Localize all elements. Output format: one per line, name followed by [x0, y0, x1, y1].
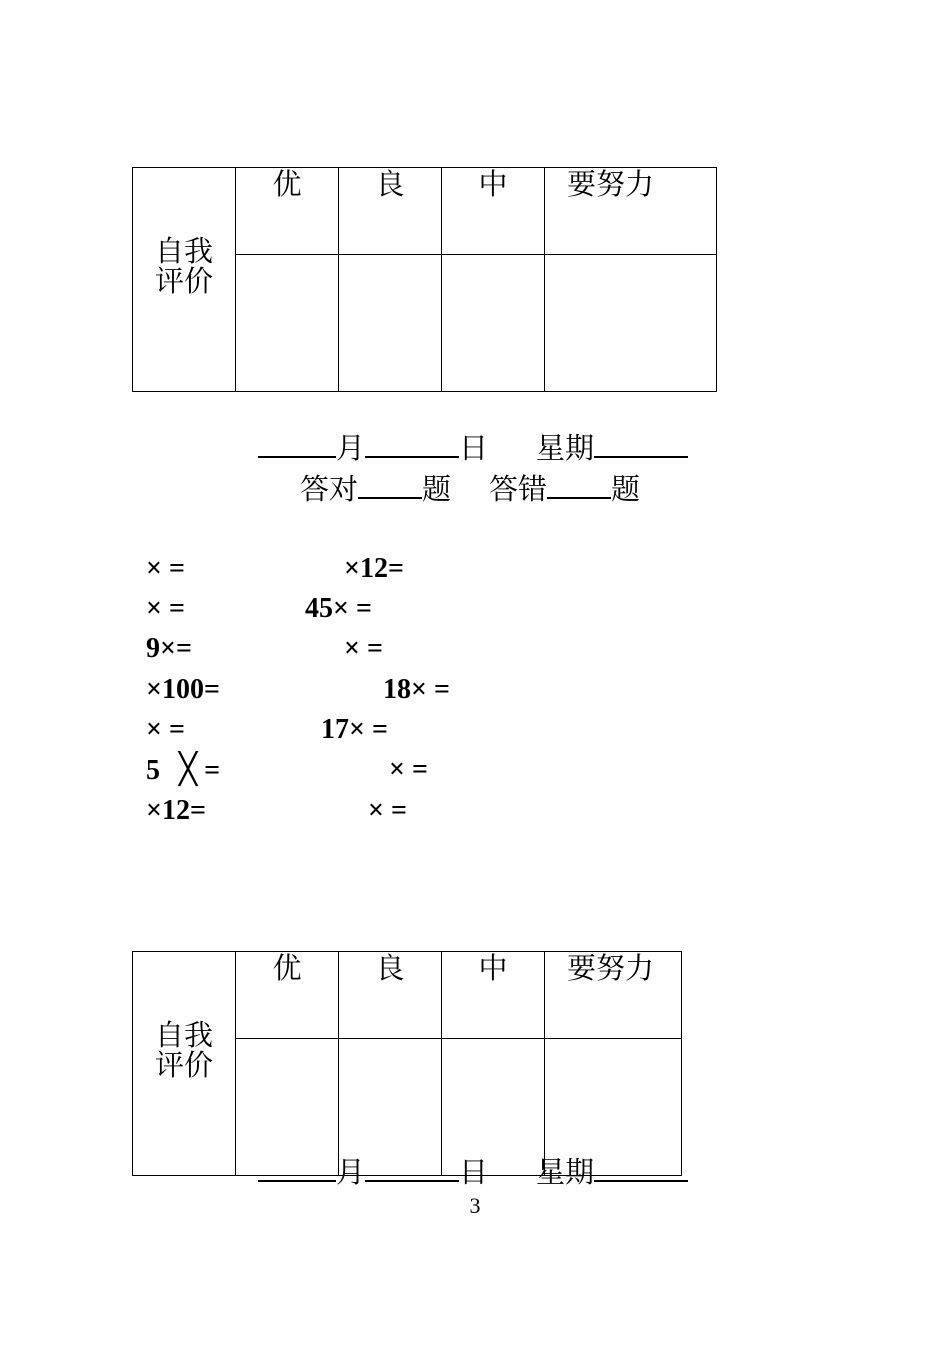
- wrong-unit: 题: [611, 472, 641, 506]
- weekday-label: 星期: [536, 431, 595, 465]
- mark-cell-excellent[interactable]: [236, 255, 339, 392]
- weekday-blank[interactable]: [594, 430, 688, 458]
- day-blank[interactable]: [365, 430, 459, 458]
- correct-unit: 题: [422, 472, 452, 506]
- mark-cell-needs-effort[interactable]: [545, 255, 717, 392]
- equation-5-left: × =: [146, 714, 185, 745]
- wrong-blank[interactable]: [547, 471, 611, 499]
- equation-6-left: [146, 754, 220, 787]
- page-number: 3: [469, 1193, 481, 1218]
- equation-5-right: 17× =: [321, 714, 388, 745]
- label-line-2: 评价: [154, 1047, 213, 1082]
- header-excellent: 优: [236, 168, 339, 255]
- day-label: 日: [459, 1155, 489, 1189]
- correct-blank[interactable]: [358, 471, 422, 499]
- header-needs-effort: 要努力: [545, 168, 717, 255]
- weekday-blank[interactable]: [594, 1154, 688, 1182]
- equation-1-left: × =: [146, 553, 185, 584]
- month-label: 月: [336, 1155, 366, 1189]
- equation-2-left: × =: [146, 593, 185, 624]
- correct-label: 答对: [300, 472, 359, 506]
- header-good: 良: [339, 952, 442, 1039]
- header-needs-effort: 要努力: [545, 952, 682, 1039]
- label-line-2: 评价: [154, 263, 213, 298]
- self-evaluation-label: [133, 168, 236, 392]
- date-line-2: [258, 1154, 688, 1189]
- mark-cell-average[interactable]: [442, 255, 545, 392]
- label-line-1: 自我: [154, 1017, 213, 1052]
- header-average: 中: [442, 952, 545, 1039]
- equation-6-number: 5: [146, 755, 160, 786]
- month-blank[interactable]: [258, 430, 336, 458]
- equation-4-right: 18× =: [383, 674, 450, 705]
- header-average: 中: [442, 168, 545, 255]
- equation-1-right: ×12=: [344, 553, 404, 584]
- equation-7-right: × =: [368, 795, 407, 826]
- day-label: 日: [459, 431, 489, 465]
- equation-3-right: × =: [344, 633, 383, 664]
- self-evaluation-table: [132, 167, 717, 392]
- label-line-1: 自我: [154, 233, 213, 268]
- date-line: [258, 430, 688, 465]
- month-blank[interactable]: [258, 1154, 336, 1182]
- equation-2-right: 45× =: [305, 593, 372, 624]
- score-line: [300, 471, 640, 506]
- header-excellent: 优: [236, 952, 339, 1039]
- multiply-symbol: ╳: [179, 752, 198, 787]
- weekday-label: 星期: [536, 1155, 595, 1189]
- self-evaluation-table-2: [132, 951, 682, 1176]
- day-blank[interactable]: [365, 1154, 459, 1182]
- mark-cell-good[interactable]: [339, 255, 442, 392]
- equation-6-equals: =: [204, 755, 221, 786]
- wrong-label: 答错: [489, 472, 548, 506]
- equation-7-left: ×12=: [146, 795, 206, 826]
- header-good: 良: [339, 168, 442, 255]
- equation-3-left: 9×=: [146, 633, 192, 664]
- equation-4-left: ×100=: [146, 674, 220, 705]
- self-evaluation-label: [133, 952, 236, 1176]
- equation-6-right: × =: [389, 754, 428, 785]
- month-label: 月: [336, 431, 366, 465]
